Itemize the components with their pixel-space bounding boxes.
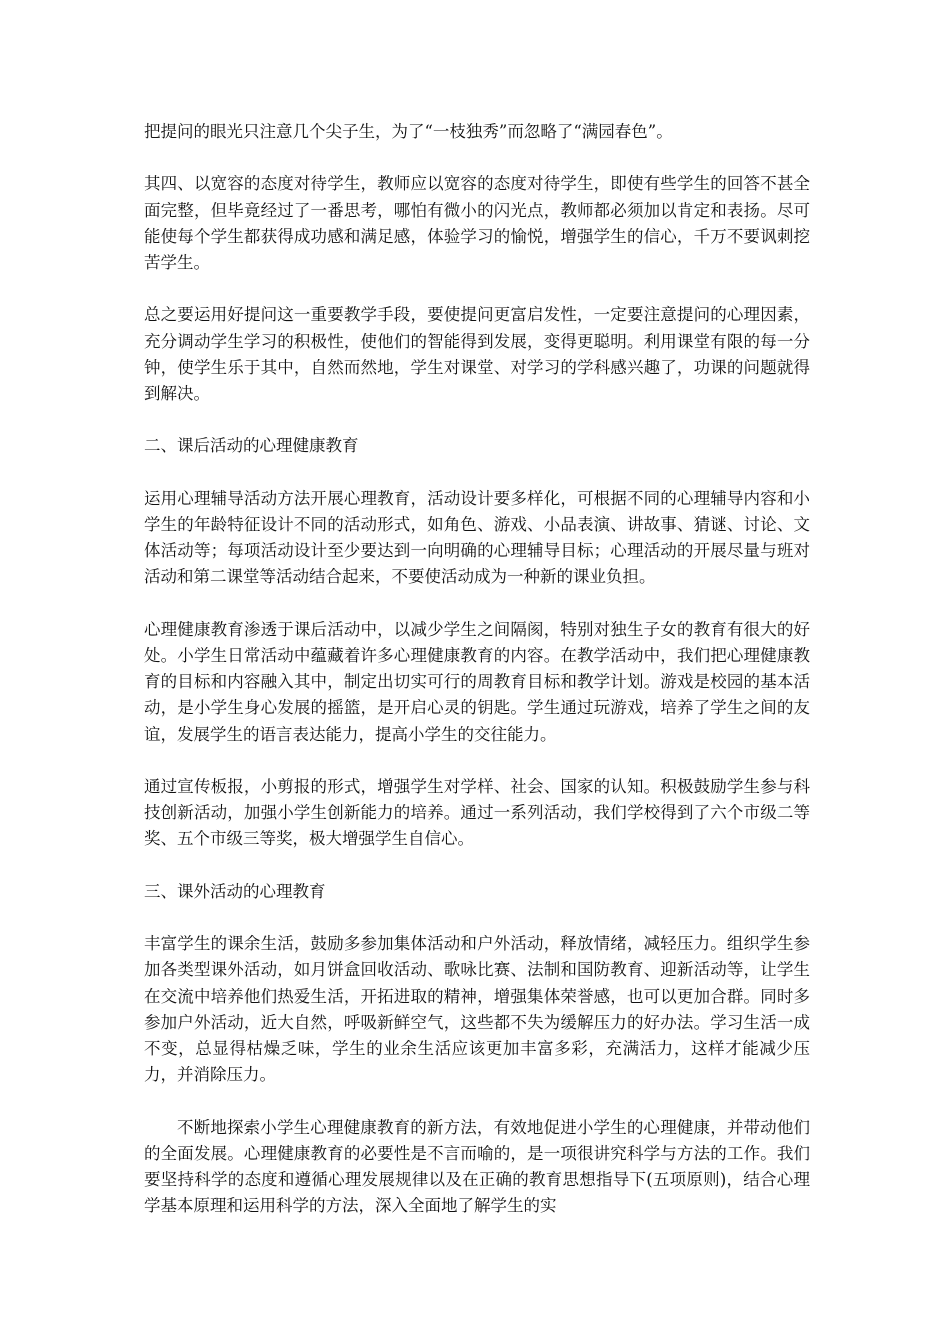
paragraph-bulletin-board: 通过宣传板报，小剪报的形式，增强学生对学样、社会、国家的认知。积极鼓励学生参与科技创新活动，加强小学生创新能力的培养。通过一系列活动，我们学校得到了六个市级二等奖、五个市级三等奖，极大增强学生自信心。 <box>144 776 810 849</box>
paragraph-extracurricular-life: 丰富学生的课余生活，鼓励多参加集体活动和户外活动，释放情绪，减轻压力。组织学生参加各类型课外活动，如月饼盒回收活动、歌咏比赛、法制和国防教育、迎新活动等，让学生在交流中培养他们热爱生活，开拓进取的精神，增强集体荣誉感，也可以更加合群。同时多参加户外活动，近大自然，呼吸新鲜空气，这些都不失为缓解压力的好办法。学习生活一成不变，总显得枯燥乏味，学生的业余生活应该更加丰富多彩，充满活力，这样才能减少压力，并消除压力。 <box>144 934 810 1085</box>
paragraph-after-class-activities: 心理健康教育渗透于课后活动中，以减少学生之间隔阂，特别对独生子女的教育有很大的好处。小学生日常活动中蕴藏着许多心理健康教育的内容。在教学活动中，我们把心理健康教育的目标和内容融入其中，制定出切实可行的周教育目标和教学计划。游戏是校园的基本活动，是小学生身心发展的摇篮，是开启心灵的钥匙。学生通过玩游戏，培养了学生之间的友谊，发展学生的语言表达能力，提高小学生的交往能力。 <box>144 619 810 744</box>
document-body <box>144 119 810 1246</box>
section-heading-after-class: 二、课后活动的心理健康教育 <box>144 436 359 456</box>
section-heading-extracurricular: 三、课外活动的心理教育 <box>144 881 326 901</box>
paragraph-tolerance: 其四、以宽容的态度对待学生，教师应以宽容的态度对待学生，即使有些学生的回答不甚全面完整，但毕竟经过了一番思考，哪怕有微小的闪光点，教师都必须加以肯定和表扬。尽可能使每个学生都获得成功感和满足感，体验学习的愉悦，增强学生的信心，千万不要讽刺挖苦学生。 <box>144 174 810 272</box>
paragraph-summary: 总之要运用好提问这一重要教学手段，要使提问更富启发性，一定要注意提问的心理因素，充分调动学生学习的积极性，使他们的智能得到发展，变得更聪明。利用课堂有限的每一分钟，使学生乐于其中，自然而然地，学生对课堂、对学习的学科感兴趣了，功课的问题就得到解决。 <box>144 305 810 403</box>
paragraph-conclusion: 不断地探索小学生心理健康教育的新方法，有效地促进小学生的心理健康，并带动他们的全面发展。心理健康教育的必要性是不言而喻的，是一项很讲究科学与方法的工作。我们要坚持科学的态度和遵循心理发展规律以及在正确的教育思想指导下(五项原则)，结合心理学基本原理和运用科学的方法，深入全面地了解学生的实 <box>144 1117 810 1216</box>
paragraph-guidance-activities: 运用心理辅导活动方法开展心理教育，活动设计要多样化，可根据不同的心理辅导内容和小学生的年龄特征设计不同的活动形式，如角色、游戏、小品表演、讲故事、猜谜、讨论、文体活动等；每项活动设计至少要达到一向明确的心理辅导目标；心理活动的开展尽量与班对活动和第二课堂等活动结合起来，不要使活动成为一种新的课业负担。 <box>144 488 810 587</box>
paragraph-closing-fragment: 把提问的眼光只注意几个尖子生，为了“一枝独秀”而忽略了“满园春色”。 <box>144 122 673 141</box>
